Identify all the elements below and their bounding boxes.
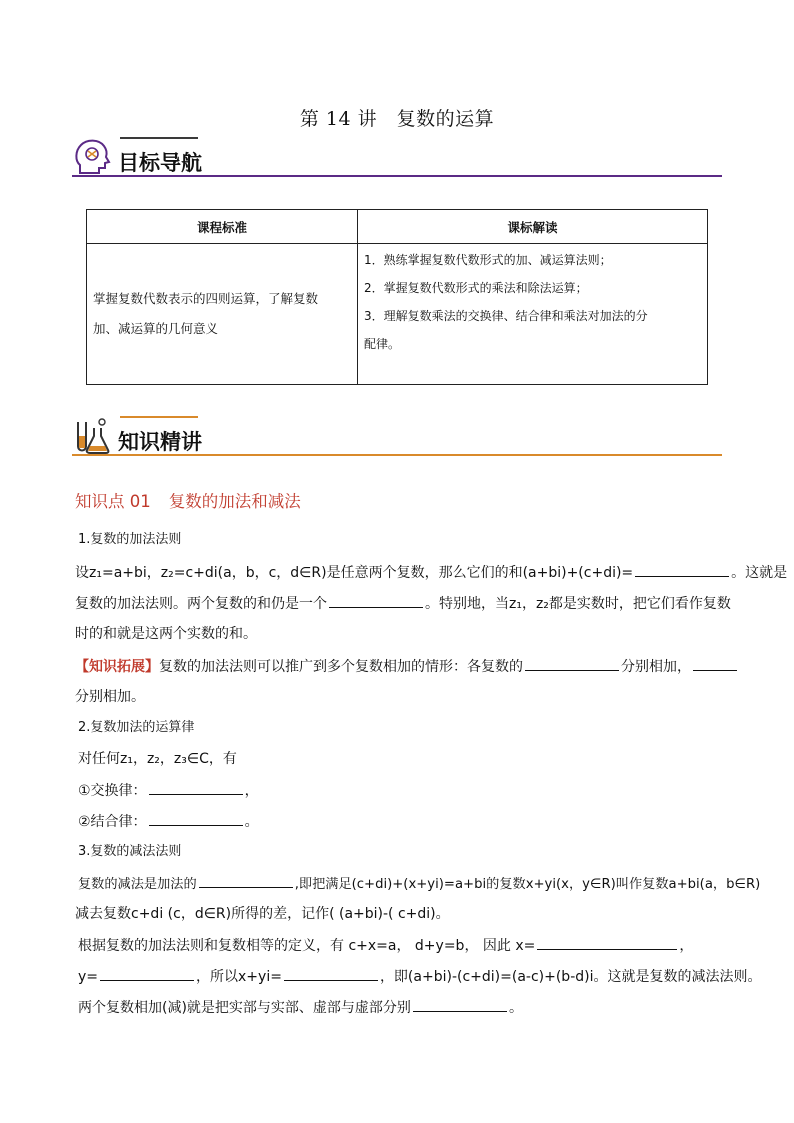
section-rule [72, 454, 722, 456]
fill-blank[interactable] [525, 656, 619, 671]
commutative-law: ①交换律： ， [78, 780, 726, 801]
subheading-subtraction-rule: 3.复数的减法法则 [78, 844, 182, 859]
interpretation-line: 1．熟练掌握复数代数形式的加、减运算法则； [364, 253, 612, 267]
standard-line: 加、减运算的几何意义 [93, 321, 219, 336]
paragraph-line: 根据复数的加法法则和复数相等的定义，有 c+x=a， d+y=b， 因此 x= ， [78, 935, 726, 956]
section-header-knowledge [72, 416, 722, 460]
knowledge-point-number: 知识点 01 [75, 492, 151, 511]
knowledge-point-title: 复数的加法和减法 [168, 492, 301, 511]
page-title: 第 14 讲 复数的运算 [299, 108, 495, 130]
interpretation-line: 2．掌握复数代数形式的乘法和除法运算； [364, 281, 588, 295]
fill-blank[interactable] [149, 811, 243, 826]
fill-blank[interactable] [100, 966, 194, 981]
paragraph-line: 分别相加。 [75, 689, 145, 705]
header-deco-line [120, 416, 198, 418]
table-cell-interpretation [358, 244, 708, 385]
paragraph-line: 减去复数c+di (c，d∈R)所得的差，记作( (a+bi)-( c+di)。 [75, 906, 450, 922]
lab-flask-icon [72, 416, 112, 456]
table-cell-standard [87, 244, 358, 385]
fill-blank[interactable] [284, 966, 378, 981]
fill-blank[interactable] [635, 562, 729, 577]
table-header-interpretation: 课标解读 [358, 210, 708, 244]
fill-blank[interactable] [149, 780, 243, 795]
paragraph-line: 复数的减法是加法的 ,即把满足(c+di)+(x+yi)=a+bi的复数x+yi(x，y∈R)叫作复数a+bi(a，b∈R) [78, 873, 726, 895]
section-header-goals [72, 137, 722, 181]
curriculum-table [86, 209, 708, 385]
section-rule [72, 175, 722, 177]
fill-blank[interactable] [413, 997, 507, 1012]
paragraph-line: 复数的加法法则。两个复数的和仍是一个 。特别地，当z₁，z₂都是实数时，把它们看作复数 [75, 593, 723, 614]
head-brain-icon [72, 137, 112, 177]
section-label: 知识精讲 [118, 430, 202, 454]
knowledge-extension: 【知识拓展】复数的加法法则可以推广到多个复数相加的情形：各复数的 分别相加， [75, 656, 723, 677]
knowledge-point-heading [75, 488, 301, 512]
paragraph-line: 设z₁=a+bi，z₂=c+di(a，b，c，d∈R)是任意两个复数，那么它们的和(a+bi)+(c+di)= 。这就是 [75, 562, 723, 583]
subheading-addition-rule: 1.复数的加法法则 [78, 532, 182, 547]
fill-blank[interactable] [199, 873, 293, 888]
standard-line: 掌握复数代数表示的四则运算，了解复数 [93, 291, 319, 306]
fill-blank[interactable] [693, 656, 737, 671]
interpretation-line: 3．理解复数乘法的交换律、结合律和乘法对加法的分 [364, 309, 648, 323]
fill-blank[interactable] [537, 935, 677, 950]
header-deco-line [120, 137, 198, 139]
extension-tag: 【知识拓展】 [75, 659, 159, 675]
paragraph-line: 对任何z₁，z₂，z₃∈C，有 [78, 751, 237, 767]
paragraph-line: 两个复数相加(减)就是把实部与实部、虚部与虚部分别 。 [78, 997, 726, 1018]
section-label: 目标导航 [118, 151, 202, 175]
associative-law: ②结合律： 。 [78, 811, 726, 832]
subheading-addition-laws: 2.复数加法的运算律 [78, 720, 195, 735]
paragraph-line: y= ，所以x+yi= ，即(a+bi)-(c+di)=(a-c)+(b-d)i。这就是复数的减法法则。 [78, 966, 726, 987]
table-header-standard: 课程标准 [87, 210, 358, 244]
paragraph-line: 时的和就是这两个实数的和。 [75, 626, 257, 642]
interpretation-line: 配律。 [364, 337, 401, 351]
fill-blank[interactable] [329, 593, 423, 608]
